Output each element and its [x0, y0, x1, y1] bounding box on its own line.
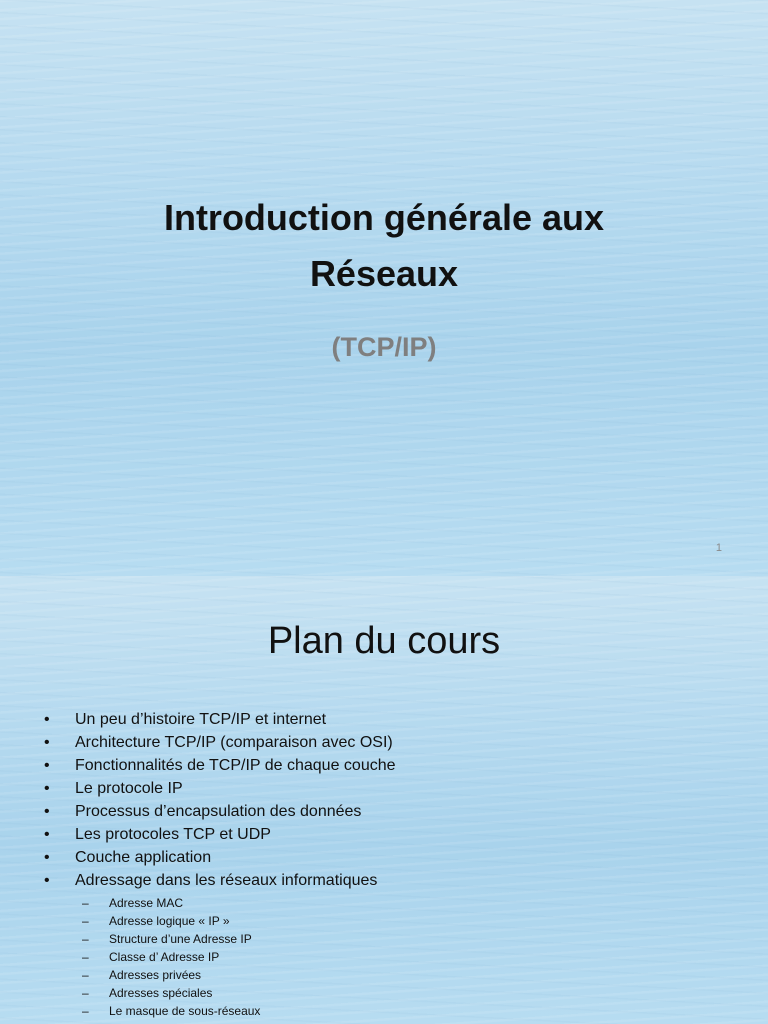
outline-bullet: • Fonctionnalités de TCP/IP de chaque couche: [42, 754, 396, 777]
outline-bullet: • Les protocoles TCP et UDP: [42, 823, 396, 846]
outline-title: Plan du cours: [267, 620, 501, 662]
outline-sub-bullet: – Adresses spéciales: [82, 984, 260, 1002]
slide-title-line-2: Réseaux: [309, 253, 459, 294]
page-number: 1: [715, 542, 722, 554]
outline-sub-bullet: – Adresse logique « IP »: [82, 912, 260, 930]
outline-sub-bullet: – Classe d’ Adresse IP: [82, 948, 260, 966]
slide-subtitle: (TCP/IP): [331, 332, 437, 362]
slide-title-line-1: Introduction générale aux: [163, 197, 605, 238]
outline-bullet: • Architecture TCP/IP (comparaison avec OSI): [42, 731, 396, 754]
outline-bullet: • Couche application: [42, 846, 396, 869]
outline-sub-bullet-list: [82, 894, 260, 1020]
outline-slide: [0, 576, 768, 1024]
outline-bullet: • Le protocole IP: [42, 777, 396, 800]
outline-sub-bullet: – Adresses privées: [82, 966, 260, 984]
outline-bullet: • Processus d’encapsulation des données: [42, 800, 396, 823]
outline-sub-bullet: – Adresse MAC: [82, 894, 260, 912]
outline-sub-bullet: – Structure d’une Adresse IP: [82, 930, 260, 948]
slide-title: [0, 190, 768, 302]
outline-bullet-list: [42, 708, 396, 892]
outline-bullet: • Un peu d’histoire TCP/IP et internet: [42, 708, 396, 731]
outline-bullet: • Adressage dans les réseaux informatiques: [42, 869, 396, 892]
outline-sub-bullet: – Le masque de sous-réseaux: [82, 1002, 260, 1020]
